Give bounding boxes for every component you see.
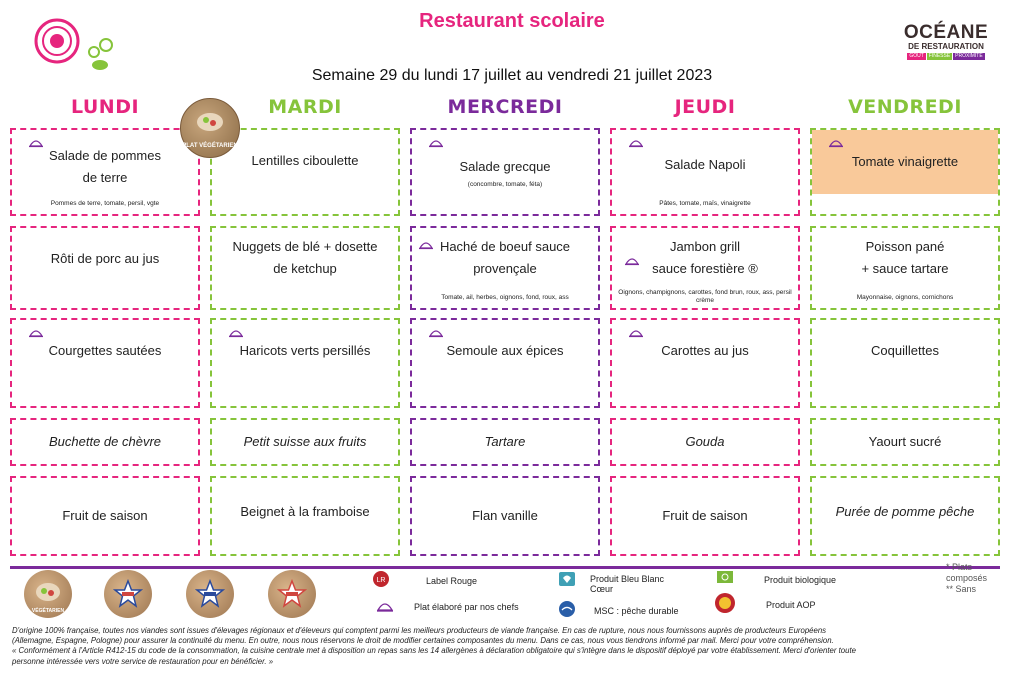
day-header-mardi: MARDI xyxy=(268,96,342,118)
menu-cell-jeudi-starter xyxy=(610,128,800,216)
menu-cell-mardi-main xyxy=(210,226,400,310)
french-poultry-medal xyxy=(186,570,234,618)
dish-name: Salade grecque xyxy=(459,158,551,174)
dish-name: Gouda xyxy=(685,434,725,449)
dish-ingredients: Mayonnaise, oignons, cornichons xyxy=(856,294,954,301)
dish-name-line2: sauce forestière ® xyxy=(652,261,758,276)
dish-ingredients: Pommes de terre, tomate, persil, vgte xyxy=(50,200,160,207)
day-header-mercredi: MERCREDI xyxy=(447,96,563,118)
menu-cell-mercredi-dessert xyxy=(410,476,600,556)
legend-label-rouge: Label Rouge xyxy=(426,576,478,586)
dish-name: Courgettes sautées xyxy=(48,343,162,358)
dish-name-line2: + sauce tartare xyxy=(861,261,949,276)
menu-cell-vendredi-side xyxy=(810,318,1000,408)
chef-hat-icon xyxy=(28,136,44,148)
menu-cell-mardi-dessert xyxy=(210,476,400,556)
disclaimer-line: « Conformément à l'Article R412-15 du code de la consommation, la cuisine centrale met à disposition un repas sans les 14 allergènes à déclaration obligatoire qui s'intègre dans le dispositif déployé par votre établissement. Merci d'orienter toute xyxy=(12,646,856,656)
menu-cell-lundi-dairy xyxy=(10,418,200,466)
dish-name: Coquillettes xyxy=(871,343,939,358)
plate-icon xyxy=(195,111,225,133)
dish-name: Semoule aux épices xyxy=(446,343,564,358)
legend-bio: Produit biologique xyxy=(764,575,837,585)
french-beef-medal xyxy=(268,570,316,618)
dish-name-line1: Poisson pané xyxy=(865,239,945,254)
legend-msc: MSC : pêche durable xyxy=(594,606,679,616)
chef-hat-icon xyxy=(228,326,244,338)
chef-hat-icon xyxy=(628,326,644,338)
menu-cell-jeudi-dessert xyxy=(610,476,800,556)
star-icon xyxy=(277,579,307,609)
plate-icon xyxy=(33,579,63,609)
medal-label: VÉGÉTARIEN xyxy=(31,608,65,614)
chef-hat-icon xyxy=(828,136,844,148)
menu-cell-vendredi-dessert xyxy=(810,476,1000,556)
msc-icon xyxy=(558,600,576,618)
menu-cell-mercredi-starter xyxy=(410,128,600,216)
svg-text:LR: LR xyxy=(376,577,386,584)
menu-cell-lundi-starter xyxy=(10,128,200,216)
menu-cell-mercredi-dairy xyxy=(410,418,600,466)
aop-icon xyxy=(714,592,736,614)
dish-ingredients: Pâtes, tomate, maïs, vinaigrette xyxy=(659,200,751,207)
chef-hat-icon xyxy=(628,136,644,148)
brand-sub: DE RESTAURATION xyxy=(908,42,984,51)
dish-name-line2: provençale xyxy=(473,261,537,276)
day-header-vendredi: VENDREDI xyxy=(848,96,962,118)
brand-logo xyxy=(898,24,994,60)
dish-name-line1: Haché de boeuf sauce xyxy=(439,239,571,254)
dish-name: Beignet à la framboise xyxy=(240,504,370,519)
dish-name: Fruit de saison xyxy=(662,508,748,523)
disclaimer-line: D'origine 100% française, toutes nos viandes sont issues d'élevages régionaux et d'éleveurs qui comptent parmi les meilleurs producteurs de viande française. En cas de rupture, nous nous fournissons auprès de producteurs Européens xyxy=(12,626,827,635)
week-subtitle: Semaine 29 du lundi 17 juillet au vendredi 21 juillet 2023 xyxy=(311,67,713,84)
dish-name: Yaourt sucré xyxy=(868,434,942,449)
chef-hat-icon xyxy=(428,136,444,148)
dish-name: Haricots verts persillés xyxy=(239,343,371,358)
organic-icon xyxy=(716,568,734,586)
dish-name: Tomate vinaigrette xyxy=(851,154,959,169)
label-rouge-icon xyxy=(372,570,390,588)
star-icon xyxy=(113,579,143,609)
brand-name: OCÉANE xyxy=(903,22,989,43)
dish-name: Rôti de porc au jus xyxy=(50,251,160,266)
star-icon xyxy=(195,579,225,609)
menu-cell-vendredi-main xyxy=(810,226,1000,310)
vegetarian-badge-label: PLAT VÉGÉTARIEN xyxy=(182,143,238,149)
page-title: Restaurant scolaire xyxy=(419,10,605,32)
menu-cell-jeudi-side xyxy=(610,318,800,408)
dish-name: Salade Napoli xyxy=(664,157,746,172)
dish-name: Purée de pomme pêche xyxy=(835,504,975,519)
dish-name: Carottes au jus xyxy=(661,343,749,358)
chef-hat-icon xyxy=(418,238,434,250)
menu-cell-mercredi-side xyxy=(410,318,600,408)
menu-cell-vendredi-starter xyxy=(810,128,1000,216)
dish-name: Salade de pommes de terre xyxy=(48,148,161,185)
french-pork-medal xyxy=(104,570,152,618)
dish-name: Lentilles ciboulette xyxy=(251,153,359,168)
dish-name-line2: de ketchup xyxy=(273,261,337,276)
dish-name: Tartare xyxy=(484,434,526,449)
asterisk-note: * Plats composés ** Sans xyxy=(946,562,988,594)
menu-cell-mercredi-main xyxy=(410,226,600,310)
menu-cell-mardi-dairy xyxy=(210,418,400,466)
menu-cell-vendredi-dairy xyxy=(810,418,1000,466)
brand-tag: PROXIMITÉ xyxy=(955,53,983,59)
dish-name: Buchette de chèvre xyxy=(48,434,162,449)
disclaimer-line: personne intéressée vers votre service de restauration pour en bénéficier. » xyxy=(12,656,274,666)
legend-aop: Produit AOP xyxy=(766,600,816,610)
menu-cell-jeudi-main xyxy=(610,226,800,310)
menu-cell-lundi-dessert xyxy=(10,476,200,556)
legend-chef: Plat élaboré par nos chefs xyxy=(414,602,519,612)
chef-hat-icon xyxy=(624,254,640,266)
disclaimer-text xyxy=(12,626,1012,667)
chef-hat-icon xyxy=(428,326,444,338)
menu-cell-mardi-side xyxy=(210,318,400,408)
menu-cell-mardi-starter xyxy=(210,128,400,216)
brand-tag: GOÛT xyxy=(909,53,924,59)
chef-hat-icon xyxy=(376,596,394,614)
day-header-lundi: LUNDI xyxy=(70,96,140,118)
menu-cell-lundi-side xyxy=(10,318,200,408)
brand-tag: FINESSE xyxy=(928,53,951,59)
chef-hat-icon xyxy=(28,326,44,338)
day-header-jeudi: JEUDI xyxy=(674,96,736,118)
dish-name-line1: Nuggets de blé + dosette xyxy=(232,239,378,254)
menu-cell-jeudi-dairy xyxy=(610,418,800,466)
dish-name-line1: Jambon grill xyxy=(669,239,741,254)
footer-separator xyxy=(10,566,1000,569)
vegetarian-badge xyxy=(180,98,240,158)
dish-ingredients: Tomate, ail, herbes, oignons, fond, roux, ass xyxy=(441,294,569,301)
dish-name: Flan vanille xyxy=(472,508,538,523)
dish-ingredients: (concombre, tomate, féta) xyxy=(467,180,543,188)
bleu-blanc-coeur-icon xyxy=(558,570,576,588)
disclaimer-line: (Allemagne, Espagne, Pologne) pour assurer la continuité du menu. En outre, nous nous réservons le droit de modifier certaines composantes du menu. Dans ce cas, nous vous tiendrons informé par mail. Merci pour votre compréhension. xyxy=(12,636,834,646)
dish-ingredients: Oignons, champignons, carottes, fond brun, roux, ass, persil crème xyxy=(618,289,792,304)
vegetarian-medal xyxy=(24,570,72,618)
legend-bleu-blanc-coeur: Produit Bleu Blanc Cœur xyxy=(590,574,665,594)
dish-name: Fruit de saison xyxy=(62,508,148,523)
menu-cell-lundi-main xyxy=(10,226,200,310)
dish-name: Petit suisse aux fruits xyxy=(243,434,367,449)
